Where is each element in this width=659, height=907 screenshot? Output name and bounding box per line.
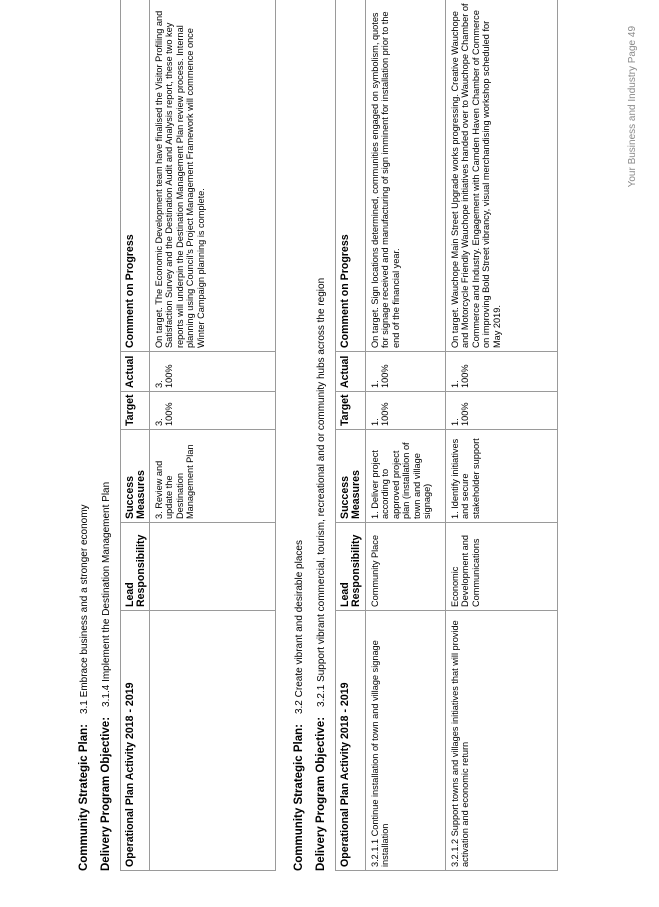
page-footer: Your Business and Industry Page 49 <box>627 26 638 188</box>
table-header-row <box>121 0 150 871</box>
dpo-label-1: Delivery Program Objective: <box>100 716 112 871</box>
cell-lead <box>150 523 276 611</box>
col-header-measures: Success Measures <box>121 430 150 523</box>
cell-activity <box>150 611 276 871</box>
cell-lead: Community Place <box>366 523 446 611</box>
col-header-target: Target <box>121 392 150 430</box>
csp-label-1: Community Strategic Plan: <box>78 724 90 871</box>
col-header-target: Target <box>336 392 366 430</box>
dpo-value-2: 3.2.1 Support vibrant commercial, tourism, recreational and or community hubs across the region <box>316 277 327 707</box>
cell-actual: 1. 100% <box>366 352 446 392</box>
csp-header-2 <box>293 540 306 871</box>
col-header-comment: Comment on Progress <box>336 0 366 352</box>
col-header-activity: Operational Plan Activity 2018 - 2019 <box>336 611 366 871</box>
table-row <box>446 0 558 871</box>
csp-header-1 <box>78 504 91 871</box>
cell-comment: On target. Sign locations determined, communities engaged on symbolism, quotes for signage received and manufacturing of sign imminent for installation prior to the end of the financial year. <box>366 0 446 352</box>
cell-measures: 1. Identify initiatives and secure stakeholder support <box>446 430 558 523</box>
cell-target: 1. 100% <box>366 392 446 430</box>
dpo-header-2 <box>315 278 328 871</box>
dpo-label-2: Delivery Program Objective: <box>315 716 327 871</box>
table-header-row <box>336 0 366 871</box>
cell-actual: 1. 100% <box>446 352 558 392</box>
col-header-actual: Actual <box>121 352 150 392</box>
cell-comment: On target. Wauchope Main Street Upgrade works progressing. Creative Wauchope and Motorcycle Friendly Wauchope initiatives handed over to Wauchope Chamber of Commerce and Industry. Engagement with Camden Haven Chamber of Commerce on improving Bold Street vibrancy, visual merchandising workshop scheduled for May 2019. <box>446 0 558 352</box>
csp-label-2: Community Strategic Plan: <box>293 724 305 871</box>
cell-actual: 3. 100% <box>150 352 276 392</box>
cell-comment: On target. The Economic Development team have finalised the Visitor Profiling and Satisfaction Survey and the Destination Audit and Analysis report, these two key reports will underpin the Destination Management Plan review process. Internal planning using Council's Project Management Framework will commence once Winter Campaign planning is complete. <box>150 0 276 352</box>
csp-value-1: 3.1 Embrace business and a stronger economy <box>79 504 90 715</box>
plan-table-2 <box>335 0 558 871</box>
table-row <box>150 0 276 871</box>
cell-lead: Economic Development and Communications <box>446 523 558 611</box>
dpo-value-1: 3.1.4 Implement the Destination Management Plan <box>101 481 112 707</box>
cell-target: 1. 100% <box>446 392 558 430</box>
csp-value-2: 3.2 Create vibrant and desirable places <box>294 540 305 715</box>
cell-activity: 3.2.1.2 Support towns and villages initiatives that will provide activation and economic return <box>446 611 558 871</box>
cell-measures: 3. Review and update the Destination Management Plan <box>150 430 276 523</box>
col-header-comment: Comment on Progress <box>121 0 150 352</box>
col-header-lead: Lead Responsibility <box>121 523 150 611</box>
col-header-measures: Success Measures <box>336 430 366 523</box>
col-header-actual: Actual <box>336 352 366 392</box>
table-row <box>366 0 446 871</box>
col-header-activity: Operational Plan Activity 2018 - 2019 <box>121 611 150 871</box>
plan-table-1 <box>120 0 276 871</box>
dpo-header-1 <box>100 482 113 871</box>
col-header-lead: Lead Responsibility <box>336 523 366 611</box>
cell-measures: 1. Deliver project according to approved project plan (installation of town and village signage) <box>366 430 446 523</box>
cell-activity: 3.2.1.1 Continue installation of town and village signage installation <box>366 611 446 871</box>
cell-target: 3. 100% <box>150 392 276 430</box>
